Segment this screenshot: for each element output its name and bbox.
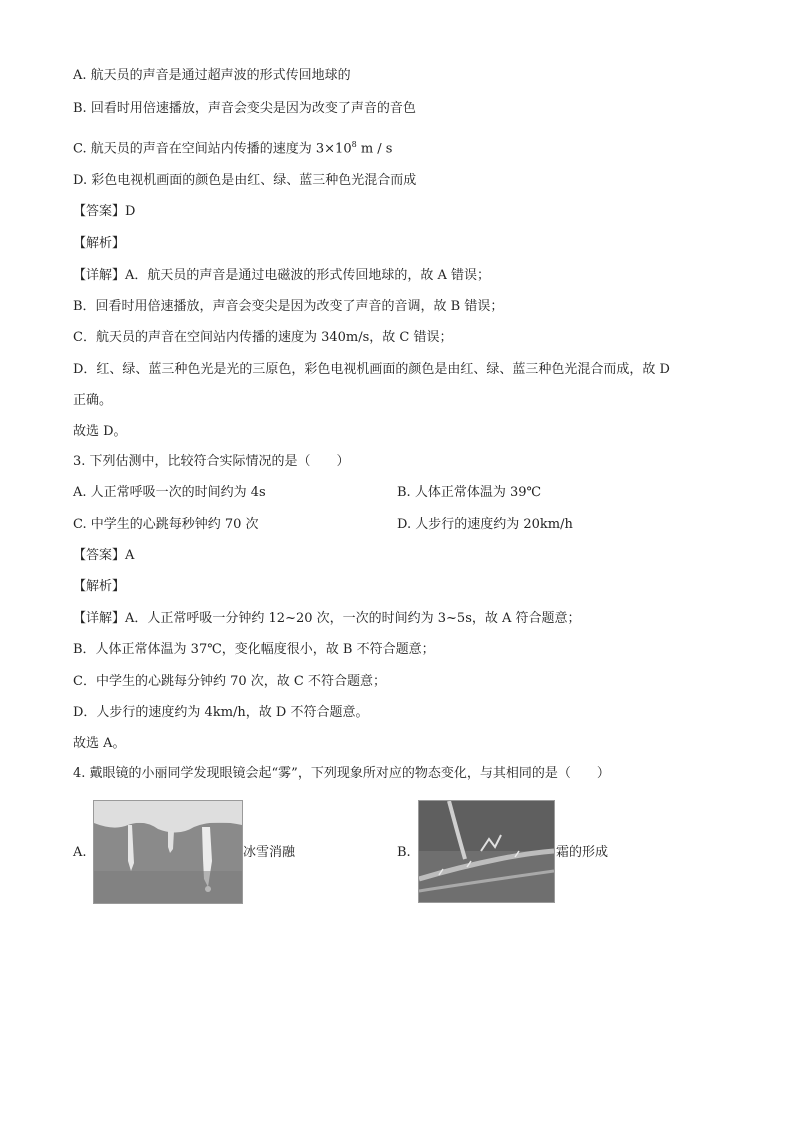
q3-option-c: C. 中学生的心跳每秒钟约 70 次 [73,517,259,532]
q2-detail-2: B．回看时用倍速播放，声音会变尖是因为改变了声音的音调，故 B 错误； [73,299,504,314]
q3-option-d: D. 人步行的速度约为 20km/h [397,517,573,532]
q3-detail-4: D．人步行的速度约为 4km/h，故 D 不符合题意。 [73,705,369,720]
q3-option-b: B. 人体正常体温为 39℃ [397,485,542,500]
q2-option-d: D. 彩色电视机画面的颜色是由红、绿、蓝三种色光混合而成 [73,173,417,188]
icicles-photo [93,800,243,904]
q4-option-a-caption: 冰雪消融 [243,845,296,860]
q2-detail-3: C．航天员的声音在空间站内传播的速度为 340m/s，故 C 错误； [73,330,453,345]
q2-option-c-unit: m / s [356,141,393,157]
q2-conclusion: 故选 D。 [73,424,127,439]
q2-option-c-text: C. 航天员的声音在空间站内传播的速度为 3×10 [73,141,352,157]
q3-detail-3: C．中学生的心跳每分钟约 70 次，故 C 不符合题意； [73,674,386,689]
q3-answer: 【答案】A [73,548,135,563]
q3-detail-1: 【详解】A．人正常呼吸一分钟约 12~20 次，一次的时间约为 3~5s，故 A 符合题意； [73,611,581,626]
q2-detail-1: 【详解】A．航天员的声音是通过电磁波的形式传回地球的，故 A 错误； [73,268,491,283]
q3-conclusion: 故选 A。 [73,736,126,751]
q2-option-c-exponent: 8 [351,140,357,149]
q2-option-b: B. 回看时用倍速播放，声音会变尖是因为改变了声音的音色 [73,101,416,116]
q4-option-b-caption: 霜的形成 [556,845,609,860]
q4-option-b-label: B. [397,845,411,860]
q2-detail-4: D．红、绿、蓝三种色光是光的三原色，彩色电视机画面的颜色是由红、绿、蓝三种色光混合而成，故 D [73,362,670,377]
q3-detail-2: B．人体正常体温为 37℃，变化幅度很小，故 B 不符合题意； [73,642,435,657]
q3-stem: 3. 下列估测中，比较符合实际情况的是（ ） [73,454,350,469]
q3-option-a: A. 人正常呼吸一次的时间约为 4s [73,485,266,500]
q2-detail-5: 正确。 [73,393,113,408]
q2-answer: 【答案】D [73,204,136,219]
frost-photo [418,800,555,903]
q2-option-c [73,136,392,158]
q3-analysis-label: 【解析】 [73,579,126,594]
q2-analysis-label: 【解析】 [73,236,126,251]
q4-option-a-label: A. [73,845,87,860]
q4-stem: 4. 戴眼镜的小丽同学发现眼镜会起“雾”，下列现象所对应的物态变化，与其相同的是（ ） [73,766,610,781]
q2-option-a: A. 航天员的声音是通过超声波的形式传回地球的 [73,68,351,83]
